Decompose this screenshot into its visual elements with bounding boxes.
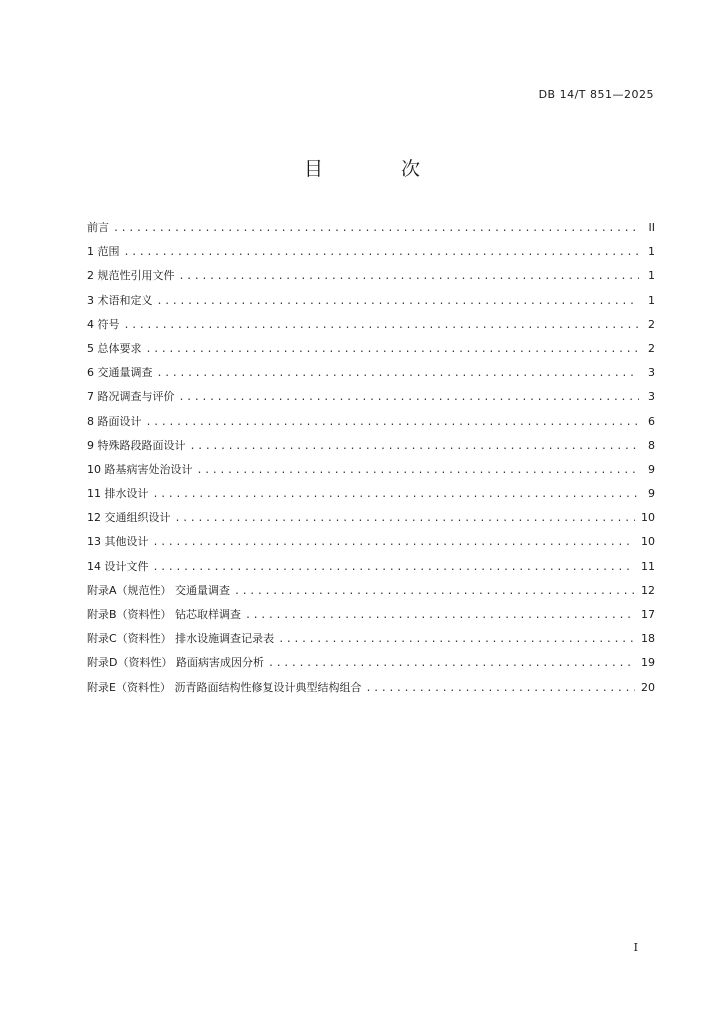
toc-entry[interactable]	[87, 413, 655, 437]
toc-entry[interactable]	[87, 606, 655, 630]
toc-entry[interactable]	[87, 558, 655, 582]
toc-entry-page: 1	[648, 269, 655, 283]
toc-dot-leader	[153, 537, 636, 548]
toc-entry[interactable]	[87, 437, 655, 461]
toc-entry[interactable]	[87, 292, 655, 316]
table-of-contents	[87, 219, 655, 703]
toc-dot-leader	[268, 658, 635, 669]
toc-entry[interactable]	[87, 243, 655, 267]
toc-dot-leader	[113, 223, 639, 234]
toc-entry-label: 13 其他设计	[87, 535, 149, 549]
toc-entry-page: 8	[648, 438, 655, 452]
toc-entry-page: 1	[648, 293, 655, 307]
toc-dot-leader	[157, 296, 640, 307]
toc-entry-label: 附录A（规范性） 交通量调查	[87, 583, 231, 597]
toc-entry[interactable]	[87, 485, 655, 509]
toc-entry-label: 12 交通组织设计	[87, 511, 171, 525]
toc-entry-label: 11 排水设计	[87, 487, 149, 501]
toc-entry-label: 9 特殊路段路面设计	[87, 438, 186, 452]
toc-entry[interactable]	[87, 388, 655, 412]
toc-entry-label: 附录D（资料性） 路面病害成因分析	[87, 656, 264, 670]
toc-entry[interactable]	[87, 219, 655, 243]
toc-entry[interactable]	[87, 461, 655, 485]
toc-entry-label: 前言	[87, 221, 109, 234]
toc-entry-page: 11	[641, 559, 655, 573]
toc-entry-page: 2	[648, 317, 655, 331]
toc-entry[interactable]	[87, 582, 655, 606]
toc-entry-page: II	[648, 221, 655, 234]
document-code: DB 14/T 851—2025	[538, 88, 654, 101]
toc-entry-page: 19	[641, 656, 655, 670]
toc-dot-leader	[124, 247, 640, 258]
toc-entry-label: 4 符号	[87, 317, 120, 331]
toc-dot-leader	[179, 392, 640, 403]
toc-entry-page: 9	[648, 487, 655, 501]
toc-dot-leader	[146, 344, 640, 355]
toc-entry-label: 14 设计文件	[87, 559, 149, 573]
toc-entry-page: 3	[648, 366, 655, 380]
toc-entry-label: 1 范围	[87, 245, 120, 259]
toc-entry[interactable]	[87, 630, 655, 654]
toc-dot-leader	[175, 513, 636, 524]
toc-entry-label: 3 术语和定义	[87, 293, 153, 307]
page-number: I	[633, 941, 638, 954]
toc-entry-label: 附录B（资料性） 钻芯取样调查	[87, 608, 242, 621]
toc-dot-leader	[190, 441, 640, 452]
toc-entry-page: 1	[648, 245, 655, 259]
toc-dot-leader	[197, 465, 640, 476]
toc-dot-leader	[179, 271, 640, 282]
toc-entry-page: 2	[648, 341, 655, 355]
toc-dot-leader	[146, 417, 640, 428]
toc-dot-leader	[124, 320, 640, 331]
toc-entry[interactable]	[87, 533, 655, 557]
toc-dot-leader	[234, 586, 635, 597]
toc-entry-label: 2 规范性引用文件	[87, 269, 175, 283]
toc-entry-page: 17	[641, 608, 655, 621]
toc-entry-page: 10	[641, 511, 655, 525]
toc-title: 目 次	[303, 158, 457, 180]
toc-entry-page: 10	[641, 535, 655, 549]
toc-entry[interactable]	[87, 509, 655, 533]
toc-dot-leader	[365, 683, 635, 694]
toc-dot-leader	[157, 368, 640, 379]
toc-entry[interactable]	[87, 316, 655, 340]
toc-dot-leader	[153, 562, 636, 573]
toc-entry[interactable]	[87, 364, 655, 388]
toc-entry[interactable]	[87, 679, 655, 703]
toc-entry-page: 20	[641, 680, 655, 694]
toc-entry-label: 6 交通量调查	[87, 366, 153, 380]
toc-entry-label: 8 路面设计	[87, 414, 142, 428]
toc-entry-label: 7 路况调查与评价	[87, 390, 175, 404]
toc-entry-label: 附录C（资料性） 排水设施调查记录表	[87, 632, 275, 646]
toc-entry-label: 5 总体要求	[87, 341, 142, 355]
toc-entry-page: 6	[648, 414, 655, 428]
toc-entry[interactable]	[87, 267, 655, 291]
toc-entry[interactable]	[87, 340, 655, 364]
toc-entry-page: 18	[641, 632, 655, 646]
toc-entry-page: 12	[641, 583, 655, 597]
toc-dot-leader	[153, 489, 640, 500]
toc-entry[interactable]	[87, 654, 655, 678]
toc-entry-page: 3	[648, 390, 655, 404]
toc-dot-leader	[245, 610, 635, 621]
toc-entry-label: 10 路基病害处治设计	[87, 462, 193, 476]
toc-entry-label: 附录E（资料性） 沥青路面结构性修复设计典型结构组合	[87, 680, 362, 694]
toc-dot-leader	[278, 634, 635, 645]
toc-entry-page: 9	[648, 462, 655, 476]
